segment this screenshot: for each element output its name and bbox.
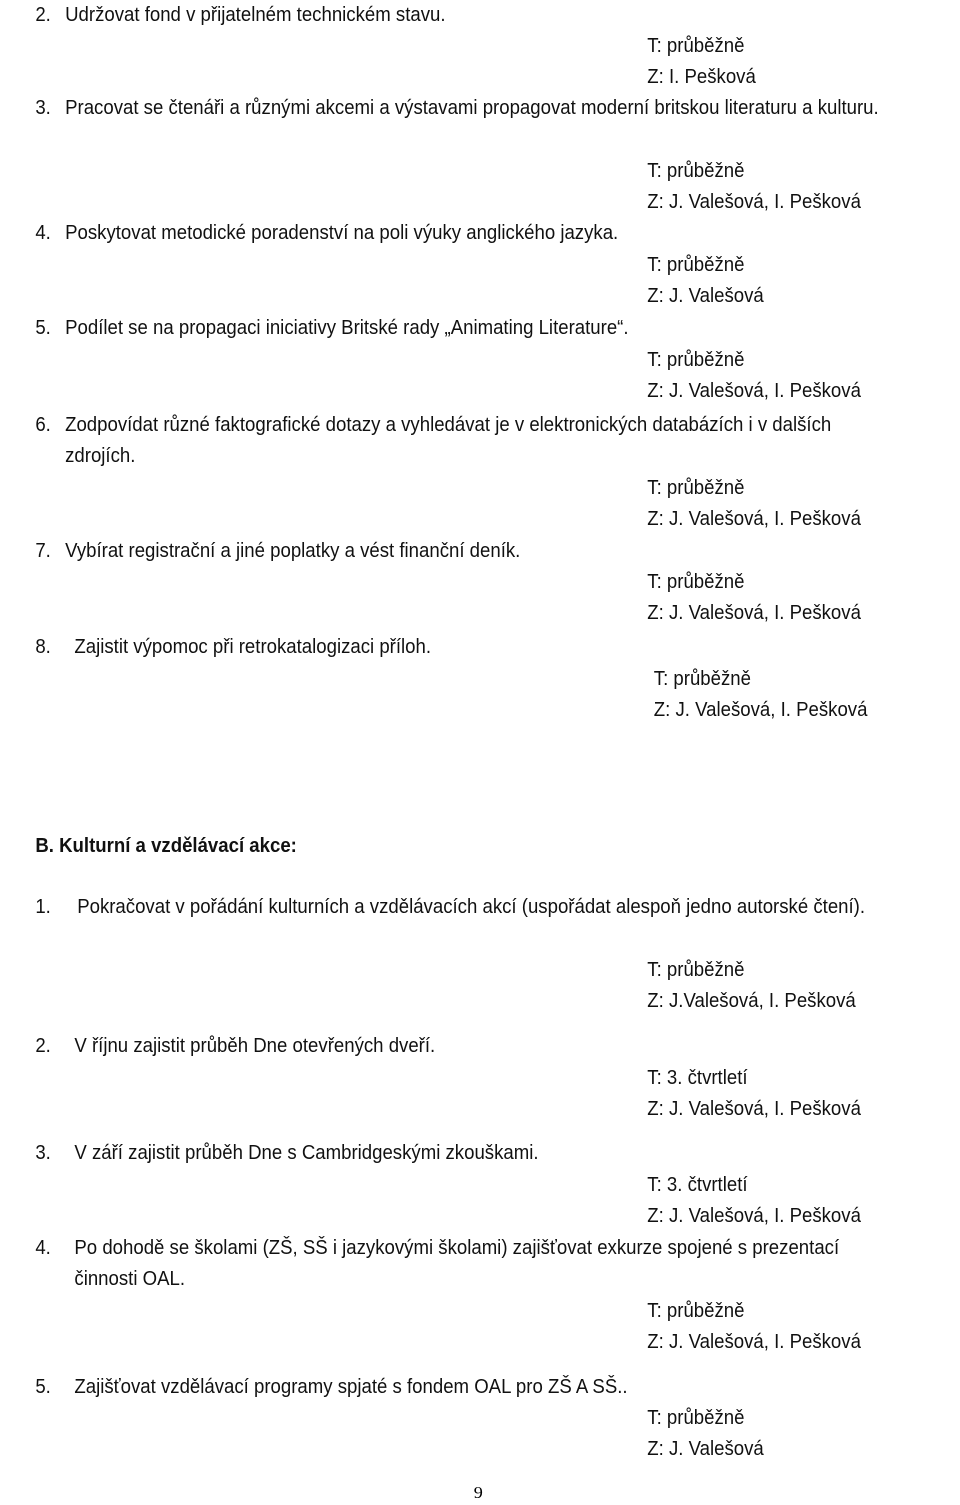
item-text: Vybírat registrační a jiné poplatky a vést finanční deník. — [65, 540, 521, 562]
item-number: 8. — [35, 636, 51, 658]
term-responsible — [647, 1170, 861, 1232]
term-label: T: průběžně — [647, 349, 745, 371]
term-responsible — [647, 250, 763, 312]
task-item — [35, 632, 928, 663]
task-item — [35, 93, 928, 124]
item-text: Udržovat fond v přijatelném technickém stavu. — [65, 4, 446, 26]
term-responsible — [647, 567, 861, 629]
item-number: 4. — [35, 1237, 51, 1259]
responsible-label: Z: J.Valešová, I. Pešková — [647, 990, 856, 1012]
responsible-label: Z: J. Valešová, I. Pešková — [647, 1331, 861, 1353]
item-number: 1. — [35, 896, 51, 918]
term-responsible — [647, 31, 756, 93]
term-responsible — [647, 156, 861, 218]
item-number: 3. — [35, 97, 51, 119]
item-number: 5. — [35, 1376, 51, 1398]
responsible-label: Z: J. Valešová, I. Pešková — [647, 1098, 861, 1120]
term-label: T: průběžně — [647, 254, 745, 276]
task-item — [35, 1031, 928, 1062]
page-number: 9 — [473, 1483, 483, 1502]
item-number: 5. — [35, 317, 51, 339]
task-item — [35, 892, 928, 923]
responsible-label: Z: J. Valešová, I. Pešková — [647, 508, 861, 530]
term-label: T: průběžně — [647, 959, 745, 981]
responsible-label: Z: J. Valešová, I. Pešková — [653, 699, 868, 721]
responsible-label: Z: I. Pešková — [647, 66, 756, 88]
term-responsible — [647, 473, 861, 535]
task-item — [35, 1233, 928, 1295]
item-number: 2. — [35, 4, 51, 26]
responsible-label: Z: J. Valešová — [647, 1438, 764, 1460]
responsible-label: Z: J. Valešová, I. Pešková — [647, 380, 861, 402]
task-item — [35, 1138, 928, 1169]
task-item — [35, 313, 928, 344]
item-text: V říjnu zajistit průběh Dne otevřených dveří. — [74, 1035, 436, 1057]
task-item — [35, 0, 928, 31]
item-number: 7. — [35, 540, 51, 562]
term-responsible — [647, 1403, 763, 1465]
term-label: T: průběžně — [647, 35, 745, 57]
item-text: V září zajistit průběh Dne s Cambridgeskými zkouškami. — [74, 1142, 539, 1164]
term-label: T: průběžně — [647, 1407, 745, 1429]
item-text: Po dohodě se školami (ZŠ, SŠ i jazykovými školami) zajišťovat exkurze spojené s prezentací činnosti OAL. — [74, 1237, 840, 1290]
section-heading: B. Kulturní a vzdělávací akce: — [35, 835, 297, 857]
item-number: 6. — [35, 414, 51, 436]
item-text: Pracovat se čtenáři a různými akcemi a výstavami propagovat moderní britskou literaturu a kulturu. — [65, 97, 879, 119]
term-responsible — [647, 345, 861, 407]
item-number: 4. — [35, 222, 51, 244]
term-label: T: 3. čtvrtletí — [647, 1067, 748, 1089]
responsible-label: Z: J. Valešová, I. Pešková — [647, 1205, 861, 1227]
task-item — [35, 218, 928, 249]
item-text: Pokračovat v pořádání kulturních a vzdělávacích akcí (uspořádat alespoň jedno autorské čtení). — [77, 896, 866, 918]
term-responsible — [647, 1296, 861, 1358]
item-text: Podílet se na propagaci iniciativy Britské rady „Animating Literature“. — [65, 317, 629, 339]
term-label: T: průběžně — [647, 160, 745, 182]
term-label: T: průběžně — [647, 1300, 745, 1322]
item-text: Zodpovídat různé faktografické dotazy a vyhledávat je v elektronických databázích i v dalších zdrojích. — [65, 414, 832, 467]
task-item — [35, 536, 928, 567]
task-item — [35, 1372, 928, 1403]
task-item — [35, 410, 928, 472]
term-responsible — [647, 955, 855, 1017]
term-label: T: průběžně — [647, 571, 745, 593]
responsible-label: Z: J. Valešová, I. Pešková — [647, 191, 861, 213]
term-responsible — [654, 664, 868, 726]
term-label: T: průběžně — [653, 668, 751, 690]
term-label: T: průběžně — [647, 477, 745, 499]
item-number: 3. — [35, 1142, 51, 1164]
item-text: Zajišťovat vzdělávací programy spjaté s fondem OAL pro ZŠ A SŠ.. — [74, 1376, 628, 1398]
item-text: Poskytovat metodické poradenství na poli výuky anglického jazyka. — [65, 222, 619, 244]
item-text: Zajistit výpomoc při retrokatalogizaci příloh. — [74, 636, 432, 658]
term-responsible — [647, 1063, 861, 1125]
term-label: T: 3. čtvrtletí — [647, 1174, 748, 1196]
responsible-label: Z: J. Valešová — [647, 285, 764, 307]
responsible-label: Z: J. Valešová, I. Pešková — [647, 602, 861, 624]
item-number: 2. — [35, 1035, 51, 1057]
